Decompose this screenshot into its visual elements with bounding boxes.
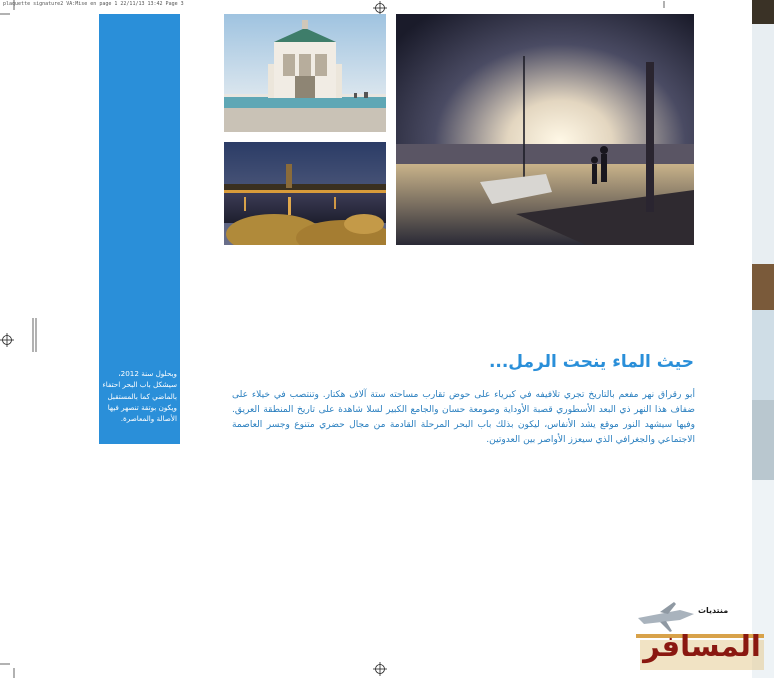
logo-name: المسافر (643, 629, 761, 663)
article-body: أبو رقراق نهر مفعم بالتاريخ تجري تلافيفه في كبرياء على حوض تقارب مساحته ستة آلاف هكتار. وتنتصب في خيلاء على ضفاف هذا النهر ذي البعد الأسطوري قصبة الأوداية وصومعة حسان والجامع الكبير لسلا شاهدة على تاريخ المنطقة العريق. وفيها سيشهد النور موقع يشد الأنفاس، ليكون بذلك باب البحر المرحلة القادمة من مجال حضري متنوع وجسر العاصمة الاجتماعي والجغرافي الذي سيعزز الأواصر بين العدوتين. (232, 390, 695, 445)
sidebar-caption: وبحلول سنة 2012، سيشكل باب البحر احتفاء بالماضي كما بالمستقبل ويكون بوتقة تنصهر فيها الأصالة والمعاصرة. (102, 369, 177, 424)
mausoleum-photo (224, 14, 386, 132)
night-river-photo (224, 142, 386, 245)
article-title: حيث الماء ينحت الرمل... (488, 352, 694, 372)
sunset-pier-photo (396, 14, 694, 245)
adjacent-page-strip (752, 0, 774, 678)
logo-heading: منتديات (698, 606, 729, 615)
print-slug: plaquette signature2 VA:Mise en page 1 22/11/13 13:42 Page 3 (3, 1, 184, 7)
